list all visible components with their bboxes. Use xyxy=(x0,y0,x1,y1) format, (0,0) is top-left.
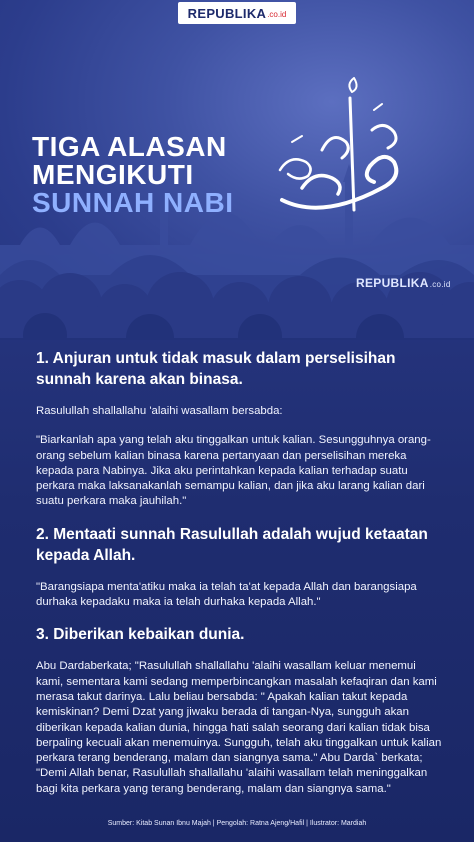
watermark-domain: .co.id xyxy=(429,280,451,289)
republika-watermark xyxy=(356,276,451,290)
section-1-hadith: "Biarkanlah apa yang telah aku tinggalkan untuk kalian. Sesungguhnya orang-orang sebelum kalian binasa karena pertanyaan dan perselisihan mereka kepada para Nabinya. Jika aku perintahkan kepada kalian terhadap suatu perkara maka laksanakanlah semampu kalian, dan jika aku larang kalian dari suatu perkara maka jauhilah." xyxy=(36,434,431,508)
page-title-line-2: MENGIKUTI xyxy=(32,159,194,190)
page-title-line-1: TIGA ALASAN xyxy=(32,131,227,162)
logo-name: REPUBLIKA xyxy=(187,5,267,21)
main-content xyxy=(36,348,446,811)
muhammad-calligraphy-illustration xyxy=(262,70,412,230)
republika-logo[interactable] xyxy=(178,2,296,24)
section-1-heading: 1. Anjuran untuk tidak masuk dalam perselisihan sunnah karena akan binasa. xyxy=(36,350,396,388)
logo-domain: .co.id xyxy=(267,10,287,19)
section-2-hadith: "Barangsiapa menta'atiku maka ia telah ta'at kepada Allah dan barangsiapa durhaka kepadaku maka ia telah durhaka kepada Allah." xyxy=(36,580,417,609)
page-title-line-3: SUNNAH NABI xyxy=(32,187,234,218)
section-2-heading: 2. Mentaati sunnah Rasulullah adalah wujud ketaatan kepada Allah. xyxy=(36,525,428,564)
section-1-intro: Rasulullah shallallahu 'alaihi wasallam bersabda: xyxy=(36,405,283,417)
clouds-illustration xyxy=(0,250,474,340)
hero-banner xyxy=(0,0,474,340)
credits-footer: Sumber: Kitab Sunan Ibnu Majah | Pengolah: Ratna Ajeng/Hafil | Ilustrator: Mardiah xyxy=(107,820,367,827)
section-3-heading: 3. Diberikan kebaikan dunia. xyxy=(36,626,245,644)
watermark-name: REPUBLIKA xyxy=(356,276,429,290)
section-3-hadith: Abu Dardaberkata; "Rasulullah shallallahu 'alaihi wasallam keluar menemui kami, sementara kami sedang memperbincangkan masalah kefaqiran dan kami merasa takut darinya. Lalu beliau bersabda: " Apakah kalian takut kepada kemiskinan? Demi Dzat yang jiwaku berada di tangan-Nya, sungguh akan diberikan kepada kalian dunia, hingga hati salah seorang dari kalian tidak bisa berpaling kecuali akan menemuinya. Sungguh, telah aku tinggalkan untuk kalian perkara terang benderang, malam dan siangnya sama." Abu Darda` berkata; "Demi Allah benar, Rasulullah shallallahu 'alaihi wasallam telah meninggalkan bagi kita perkara yang terang benderang, malam dan siangnya sama." xyxy=(36,660,442,795)
